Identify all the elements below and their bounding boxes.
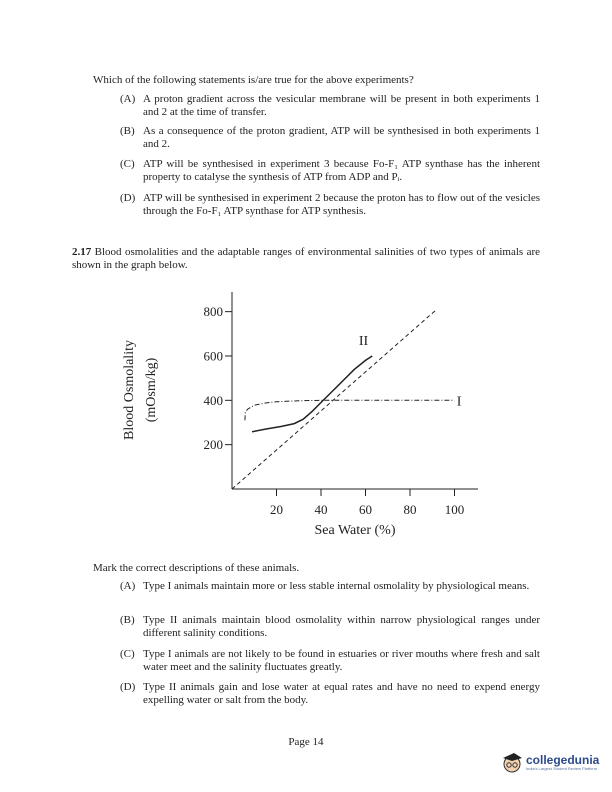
option-text: Type II animals maintain blood osmolality within narrow physiological ranges under different salinity conditions. xyxy=(143,614,540,639)
x-tick-label: 60 xyxy=(359,502,372,517)
option-label: (D) xyxy=(120,681,136,693)
y-tick-label: 400 xyxy=(203,392,223,408)
option-label: (B) xyxy=(120,614,135,626)
q17-number: 2.17 xyxy=(72,246,92,258)
x-tick-label: 40 xyxy=(314,502,328,517)
option-text: As a consequence of the proton gradient, ATP will be synthesised in both experiments 1 and 2. xyxy=(143,125,540,150)
y-axis-label-units: (mOsm/kg) xyxy=(144,357,159,423)
x-tick-label: 80 xyxy=(403,502,417,517)
option-text: Type II animals gain and lose water at equal rates and have no need to expend energy expelling water or salt from the body. xyxy=(143,681,540,706)
q17-stem: Blood osmolalities and the adaptable ranges of environmental salinities of two types of animals are shown in the graph below. xyxy=(72,246,541,271)
page-number: Page 14 xyxy=(288,736,324,748)
option-label: (B) xyxy=(120,125,135,137)
option-label: (D) xyxy=(120,192,136,204)
brand-tagline: India's Largest Student Review Platform xyxy=(526,765,598,771)
series-line-ii xyxy=(252,356,372,432)
x-tick-label: 20 xyxy=(270,502,283,517)
option-text: A proton gradient across the vesicular membrane will be present in both experiments 1 and 2 at the time of transfer. xyxy=(143,93,540,118)
option-text: ATP will be synthesised in experiment 2 because the proton has to flow out of the vesicles through the Fo-F₁ ATP synthase for ATP synthesis. xyxy=(143,192,540,217)
q16-stem: Which of the following statements is/are true for the above experiments? xyxy=(93,74,414,86)
y-axis-label: Blood Osmolality xyxy=(122,340,137,440)
option-label: (C) xyxy=(120,648,135,660)
series-label-i: I xyxy=(456,394,462,410)
option-label: (A) xyxy=(120,93,136,105)
collegedunia-logo xyxy=(500,750,599,774)
option-label: (C) xyxy=(120,158,135,170)
brand-name: collegedunia xyxy=(526,752,600,767)
mascot-icon xyxy=(500,750,524,774)
option-text: Type I animals are not likely to be found in estuaries or river mouths where fresh and salt water meet and the salinity fluctuates greatly. xyxy=(143,648,540,673)
series-label-ii: II xyxy=(358,333,369,349)
option-text: ATP will be synthesised in experiment 3 because Fo-F₁ ATP synthase has the inherent property to catalyse the synthesis of ATP from ADP and Pᵢ. xyxy=(143,158,540,183)
option-label: (A) xyxy=(120,580,136,592)
x-tick-label: 100 xyxy=(444,502,465,517)
y-tick-label: 800 xyxy=(203,304,223,320)
y-tick-label: 200 xyxy=(203,437,223,453)
q17-prompt: Mark the correct descriptions of these animals. xyxy=(93,562,300,574)
series-line-i xyxy=(245,400,455,420)
x-axis-label: Sea Water (%) xyxy=(314,523,396,538)
y-tick-label: 600 xyxy=(203,348,223,364)
series-line-isosmotic xyxy=(232,309,437,489)
option-text: Type I animals maintain more or less stable internal osmolality by physiological means. xyxy=(143,580,530,592)
